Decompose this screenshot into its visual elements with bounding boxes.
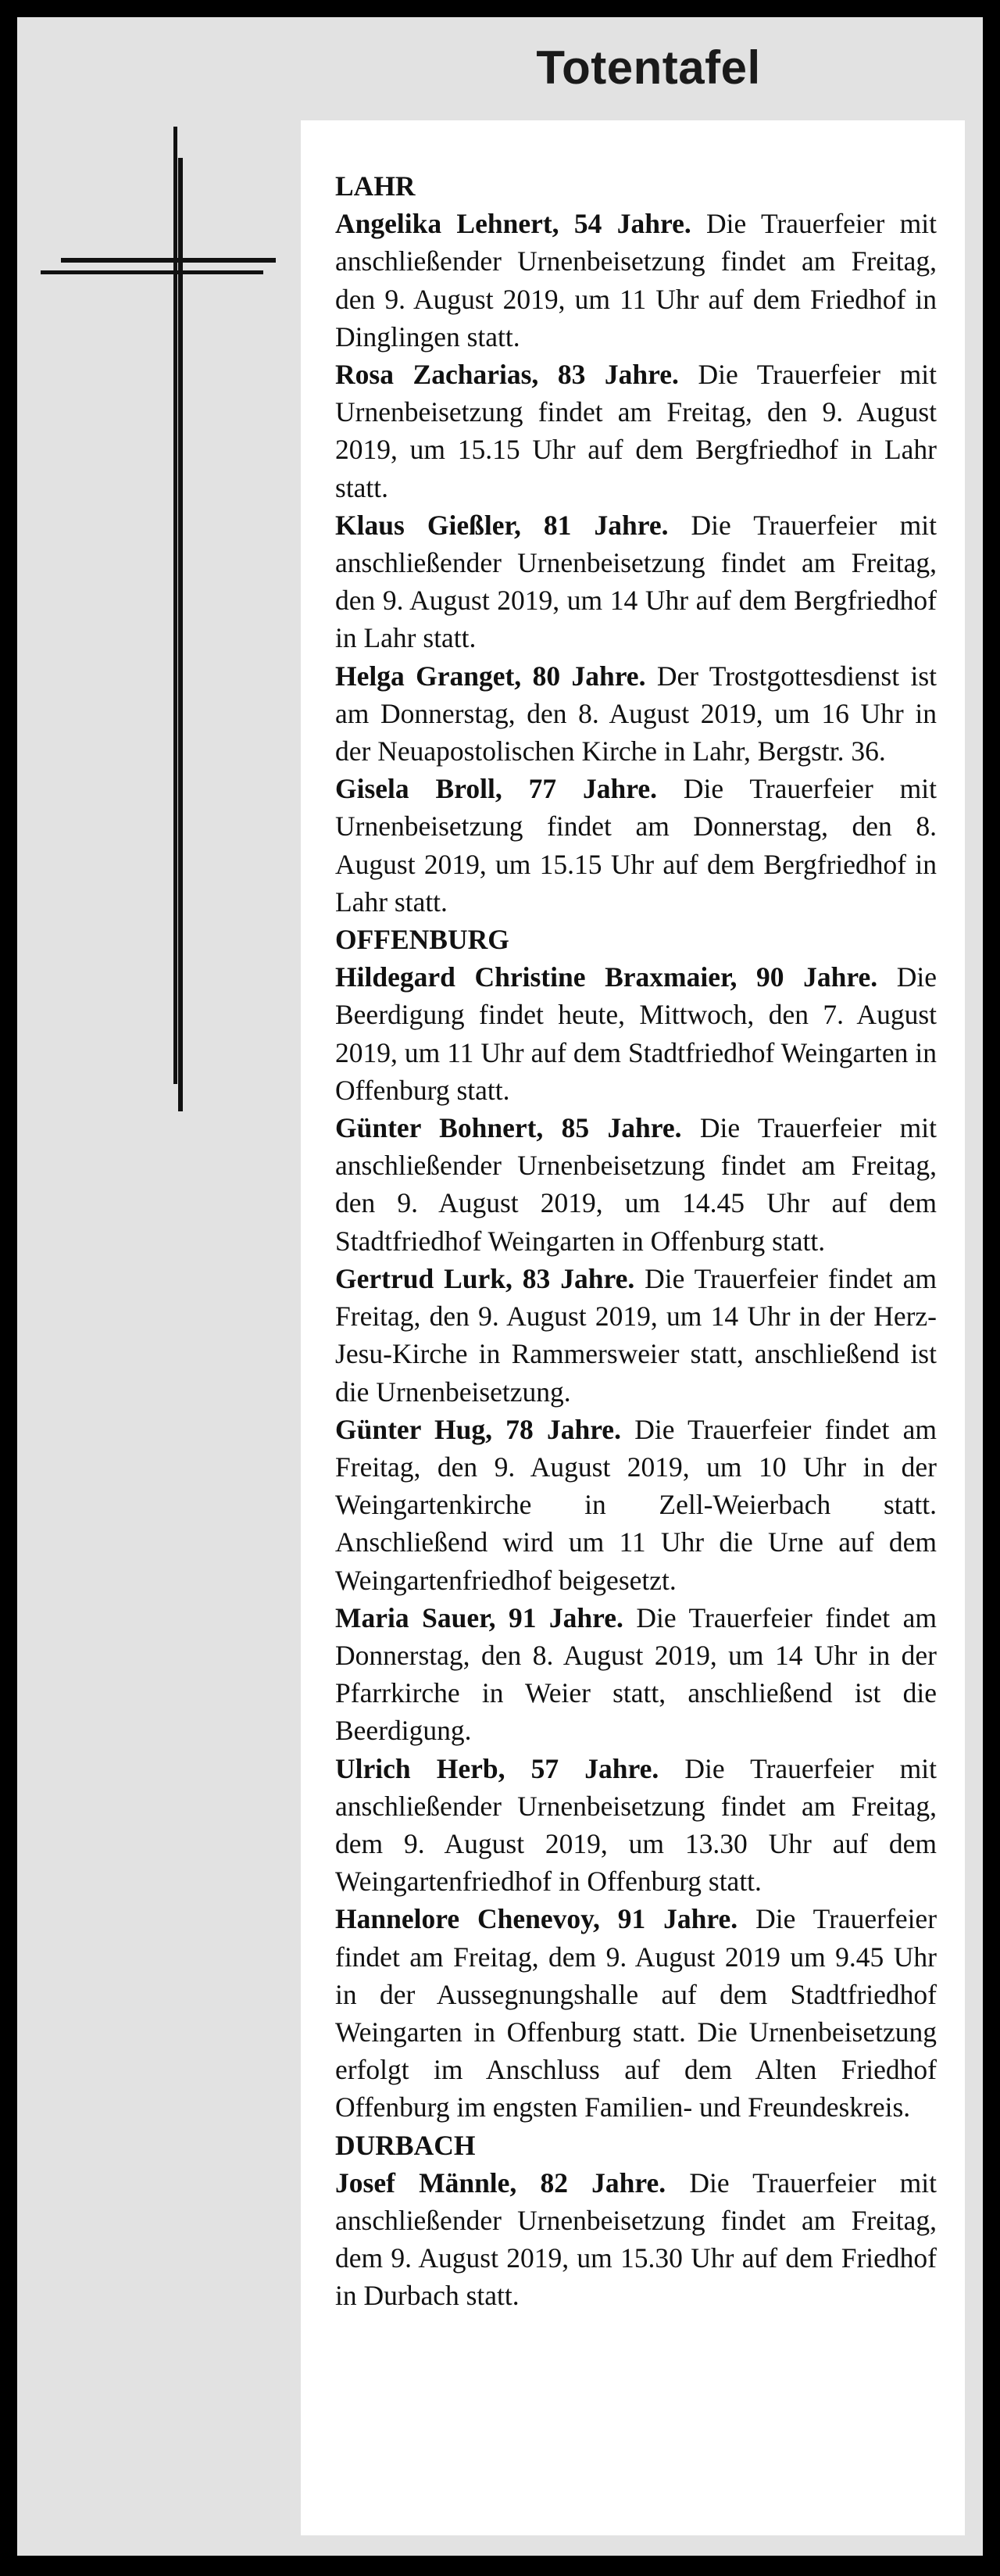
region-heading: OFFENBURG	[335, 924, 509, 956]
entry-text: Die Trauerfeier mit anschließender Urnenbeisetzung findet am Freitag, den 9. August 2019, um 14 Uhr auf dem Bergfriedhof in Lahr statt.	[335, 509, 938, 654]
entry-text: Die Trauerfeier mit anschließender Urnenbeisetzung findet am Freitag, dem 9. August 2019, um 15.30 Uhr auf dem Friedhof in Durbach statt.	[335, 2166, 938, 2312]
obituary-entry	[335, 506, 937, 657]
entry-name: Gertrud Lurk, 83 Jahre.	[335, 1262, 635, 1294]
obituary-entry	[335, 958, 937, 1109]
obituary-entry	[335, 1599, 937, 1750]
obituary-page	[17, 17, 983, 2556]
entry-text: Die Trauerfeier mit Urnenbeisetzung findet am Freitag, den 9. August 2019, um 15.15 Uhr auf dem Bergfriedhof in Lahr statt.	[335, 359, 938, 503]
entry-text: Die Trauerfeier mit anschließender Urnenbeisetzung findet am Freitag, den 9. August 2019, um 11 Uhr auf dem Friedhof in Dinglingen statt.	[335, 208, 937, 352]
obituary-list	[301, 120, 965, 2535]
cross-vertical-line-left	[178, 158, 183, 1111]
entry-text: Die Trauerfeier mit Urnenbeisetzung findet am Donnerstag, den 8. August 2019, um 15.15 Uhr auf dem Bergfriedhof in Lahr statt.	[335, 773, 937, 918]
region-heading: DURBACH	[335, 2129, 476, 2161]
obituary-entry	[335, 770, 937, 921]
entry-name: Hannelore Chenevoy, 91 Jahre.	[335, 1903, 738, 1935]
entry-name: Josef Männle, 82 Jahre.	[335, 2166, 666, 2199]
entry-name: Gisela Broll, 77 Jahre.	[335, 773, 657, 805]
entry-text: Die Trauerfeier findet am Freitag, dem 9. August 2019 um 9.45 Uhr in der Aussegnungshalle auf dem Stadtfriedhof Weingarten in Offenburg statt. Die Urnenbeisetzung erfolgt im Anschluss auf dem Alten Friedhof Offenburg im engsten Familien- und Freundeskreis.	[335, 1903, 938, 2123]
entry-name: Hildegard Christine Braxmaier, 90 Jahre.	[335, 961, 878, 993]
obituary-entry	[335, 2164, 937, 2315]
entry-name: Günter Hug, 78 Jahre.	[335, 1413, 621, 1445]
entry-name: Angelika Lehnert, 54 Jahre.	[335, 208, 691, 240]
obituary-entry	[335, 1260, 937, 1411]
cross-icon	[41, 127, 291, 1111]
region-heading: LAHR	[335, 170, 416, 202]
obituary-entry	[335, 1900, 937, 2126]
section-durbach	[335, 2127, 937, 2315]
cross-horizontal-line-bottom	[41, 270, 263, 274]
entry-text: Der Trostgottesdienst ist am Donnerstag, den 8. August 2019, um 16 Uhr in der Neuapostolischen Kirche in Lahr, Bergstr. 36.	[335, 660, 938, 767]
entry-text: Die Trauerfeier findet am Freitag, den 9. August 2019, um 10 Uhr in der Weingartenkirche in Zell-Weierbach statt. Anschließend wird um 11 Uhr die Urne auf dem Weingartenfriedhof beigesetzt.	[335, 1413, 938, 1596]
entry-text: Die Trauerfeier findet am Freitag, den 9. August 2019, um 14 Uhr in der Herz-Jesu-Kirche in Rammersweier statt, anschließend ist die Urnenbeisetzung.	[335, 1262, 938, 1408]
obituary-entry	[335, 205, 937, 356]
obituary-entry	[335, 1109, 937, 1260]
obituary-entry	[335, 356, 937, 506]
obituary-entry	[335, 657, 937, 771]
section-lahr	[335, 167, 937, 921]
entry-name: Rosa Zacharias, 83 Jahre.	[335, 359, 679, 391]
cross-horizontal-line-top	[61, 258, 276, 263]
entry-name: Günter Bohnert, 85 Jahre.	[335, 1112, 682, 1144]
page-title: Totentafel	[536, 41, 761, 94]
obituary-entry	[335, 1750, 937, 1901]
entry-name: Klaus Gießler, 81 Jahre.	[335, 509, 669, 541]
section-offenburg	[335, 921, 937, 2127]
entry-name: Maria Sauer, 91 Jahre.	[335, 1601, 623, 1633]
entry-text: Die Trauerfeier findet am Donnerstag, den 8. August 2019, um 14 Uhr in der Pfarrkirche in Weier statt, anschließend ist die Beerdigung.	[335, 1601, 938, 1747]
entry-text: Die Trauerfeier mit anschließender Urnenbeisetzung findet am Freitag, dem 9. August 2019, um 13.30 Uhr auf dem Weingartenfriedhof in Offenburg statt.	[335, 1752, 937, 1898]
entry-name: Helga Granget, 80 Jahre.	[335, 660, 646, 692]
entry-name: Ulrich Herb, 57 Jahre.	[335, 1752, 659, 1784]
entry-text: Die Trauerfeier mit anschließender Urnenbeisetzung findet am Freitag, den 9. August 2019, um 14.45 Uhr auf dem Stadtfriedhof Weingarten in Offenburg statt.	[335, 1112, 937, 1257]
obituary-entry	[335, 1411, 937, 1599]
entry-text: Die Beerdigung findet heute, Mittwoch, den 7. August 2019, um 11 Uhr auf dem Stadtfriedhof Weingarten in Offenburg statt.	[335, 961, 937, 1106]
